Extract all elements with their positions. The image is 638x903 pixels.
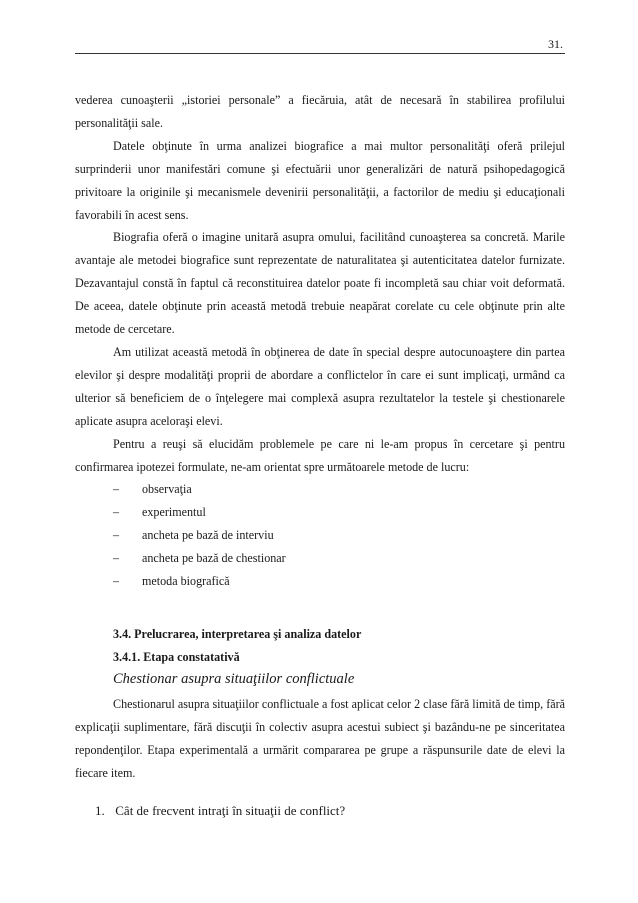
dash-bullet: – (113, 482, 120, 497)
paragraph: Chestionarul asupra situaţiilor conflictuale a fost aplicat celor 2 clase fără limită de timp, fără explicaţii suplimentare, fără discuţii în colectiv asupra acestui subiect şi bazându-ne pe sinceritatea repondenţilor. Etapa experimentală a urmărit compararea pe grupe a răspunsurile date de elevi la fiecare item. (75, 697, 565, 780)
paragraph: vederea cunoaşterii „istoriei personale” a fiecăruia, atât de necesară în stabilirea profilului personalităţii sale. (75, 93, 565, 130)
methods-list (75, 478, 565, 593)
list-item (113, 524, 565, 547)
subsection-heading: 3.4.1. Etapa constatativă (113, 650, 240, 664)
list-item (113, 478, 565, 501)
question-number: 1. (95, 803, 105, 818)
list-item-text: observaţia (142, 482, 192, 497)
list-item-text: ancheta pe bază de interviu (142, 528, 274, 543)
question-text: Cât de frecvent intraţi în situaţii de conflict? (115, 803, 346, 818)
paragraph: Am utilizat această metodă în obţinerea de date în special despre autocunoaştere din partea elevilor şi despre modalităţi proprii de abordare a conflictelor în care ei sunt implicaţi, urmând ca ulterior să beneficiem de o înţelegere mai complexă asupra rezultatelor la testele şi chestionarele aplicate asupra aceloraşi elevi. (75, 344, 565, 428)
page-number: 31. (548, 37, 563, 51)
list-item-text: ancheta pe bază de chestionar (142, 551, 286, 566)
paragraph: Biografia oferă o imagine unitară asupra omului, facilitând cunoaşterea sa concretă. Marile avantaje ale metodei biografice sunt reprezentate de naturalitatea şi autenticitatea datelor furnizate. Dezavantajul constă în faptul că reconstituirea datelor poate fi incompletă sau chiar voit deformată. De aceea, datele obţinute prin această metodă trebuie neapărat corelate cu cele obţinute prin alte metode de cercetare. (75, 230, 565, 337)
list-item (113, 501, 565, 524)
dash-bullet: – (113, 528, 120, 543)
questionnaire-title: Chestionar asupra situaţiilor conflictuale (113, 671, 355, 687)
dash-bullet: – (113, 551, 120, 566)
dash-bullet: – (113, 574, 120, 589)
question-item (95, 803, 345, 819)
list-item-text: metoda biografică (142, 574, 230, 589)
list-item-text: experimentul (142, 505, 206, 520)
list-item (113, 547, 565, 570)
dash-bullet: – (113, 505, 120, 520)
section-heading: 3.4. Prelucrarea, interpretarea şi analiza datelor (113, 627, 362, 641)
header-rule (75, 53, 565, 54)
questionnaire-body (75, 693, 565, 785)
paragraph: Datele obţinute în urma analizei biografice a mai multor personalităţi oferă prilejul surprinderii unor manifestări comune şi efectuării unor generalizări de natură psihopedagogică privitoare la originile şi mecanismele devenirii personalităţii, a factorilor de mediu şi educaţionali favorabili în acest sens. (75, 138, 565, 222)
list-item (113, 570, 565, 593)
paragraph: Pentru a reuşi să elucidăm problemele pe care ni le-am propus în cercetare şi pentru confirmarea ipotezei formulate, ne-am orientat spre următoarele metode de lucru: (75, 436, 565, 474)
body-text (75, 89, 565, 593)
